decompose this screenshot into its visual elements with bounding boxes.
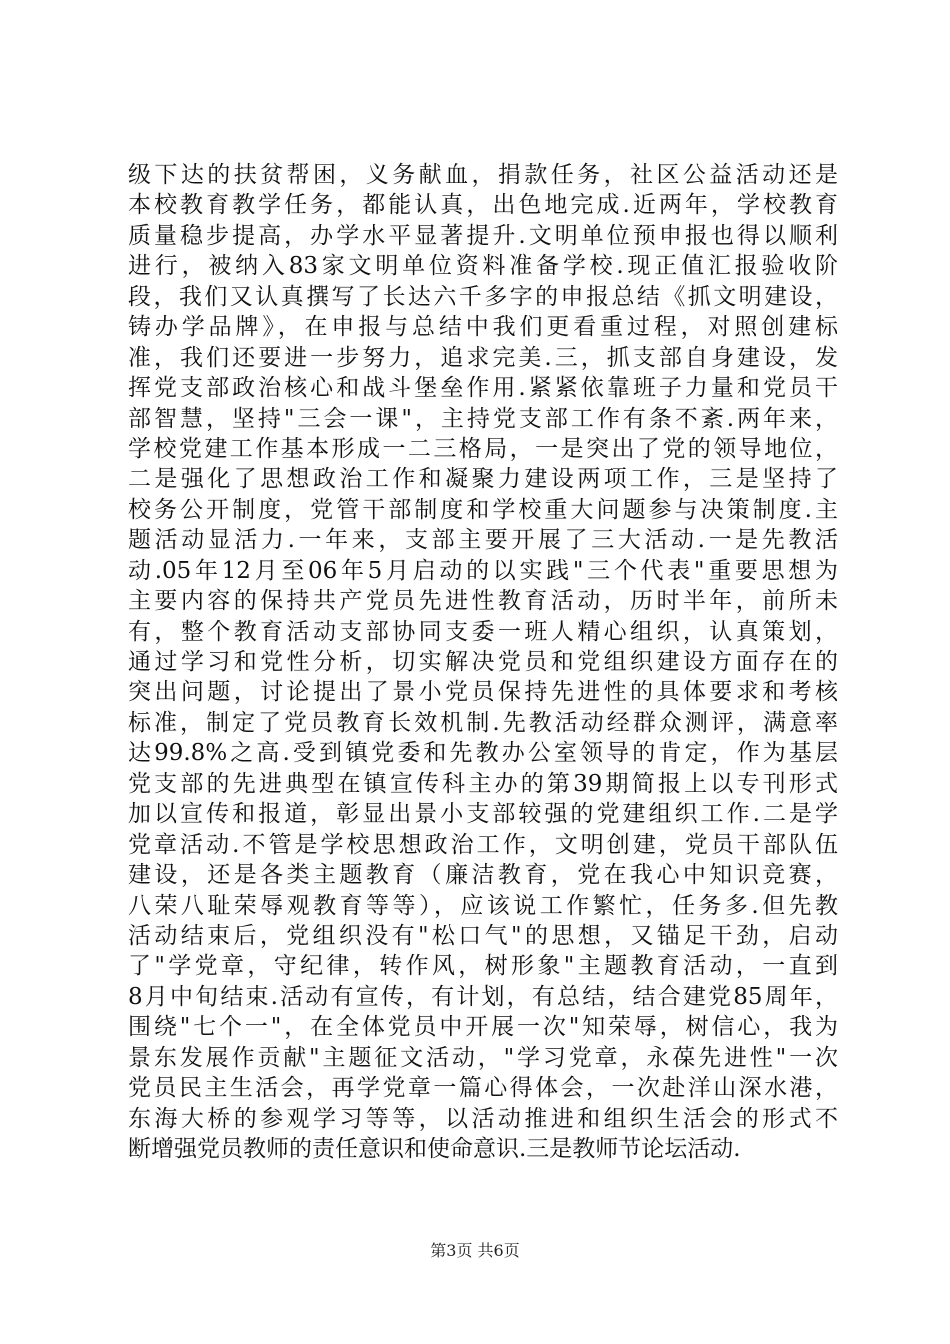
text-line: 进行，被纳入83家文明单位资料准备学校.现正值汇报验收阶 [128,253,838,280]
text-line: 断增强党员教师的责任意识和使命意识.三是教师节论坛活动. [128,1136,741,1162]
text-line: 标准，制定了党员教育长效机制.先教活动经群众测评，满意率 [128,709,838,736]
text-line: 活动结束后，党组织没有"松口气"的思想，又锚足干劲，启动 [128,922,838,949]
text-line: 题活动显活力.一年来，支部主要开展了三大活动.一是先教活 [128,527,838,554]
text-line: 段，我们又认真撰写了长达六千多字的申报总结《抓文明建设， [128,283,838,310]
text-line: 党支部的先进典型在镇宣传科主办的第39期简报上以专刊形式 [128,770,838,797]
text-line: 校务公开制度，党管干部制度和学校重大问题参与决策制度.主 [128,496,838,523]
text-line: 挥党支部政治核心和战斗堡垒作用.紧紧依靠班子力量和党员干 [128,375,838,402]
text-line: 8月中旬结束.活动有宣传，有计划，有总结，结合建党85周年， [128,983,838,1010]
text-line: 主要内容的保持共产党员先进性教育活动，历时半年，前所未 [128,588,838,615]
text-line: 部智慧，坚持"三会一课"，主持党支部工作有条不紊.两年来， [128,405,838,432]
text-line: 有，整个教育活动支部协同支委一班人精心组织，认真策划， [128,618,838,645]
text-line: 动.05年12月至06年5月启动的以实践"三个代表"重要思想为 [128,557,838,584]
text-line: 二是强化了思想政治工作和凝聚力建设两项工作，三是坚持了 [128,466,838,493]
text-line: 通过学习和党性分析，切实解决党员和党组织建设方面存在的 [128,649,838,675]
text-line: 达99.8%之高.受到镇党委和先教办公室领导的肯定，作为基层 [128,740,838,767]
text-line: 景东发展作贡献"主题征文活动，"学习党章，永葆先进性"一次 [128,1044,838,1071]
text-line: 级下达的扶贫帮困，义务献血，捐款任务，社区公益活动还是 [128,162,838,188]
text-line: 本校教育教学任务，都能认真，出色地完成.近两年，学校教育 [128,192,838,219]
text-line: 突出问题，讨论提出了景小党员保持先进性的具体要求和考核 [128,679,838,706]
text-line: 东海大桥的参观学习等等，以活动推进和组织生活会的形式不 [128,1105,838,1132]
page-footer: 第3页 共6页 [430,1241,520,1260]
text-line: 铸办学品牌》，在申报与总结中我们更看重过程，对照创建标 [128,314,838,341]
text-line: 建设，还是各类主题教育（廉洁教育，党在我心中知识竞赛， [128,862,838,889]
text-line: 加以宣传和报道，彰显出景小支部较强的党建组织工作.二是学 [128,801,838,828]
text-line: 准，我们还要进一步努力，追求完美.三，抓支部自身建设，发 [128,344,838,371]
text-line: 党章活动.不管是学校思想政治工作，文明创建，党员干部队伍 [128,831,838,858]
text-line: 了"学党章，守纪律，转作风，树形象"主题教育活动，一直到 [128,953,838,980]
text-line: 党员民主生活会，再学党章一篇心得体会，一次赴洋山深水港， [128,1075,838,1102]
text-line: 质量稳步提高，办学水平显著提升.文明单位预申报也得以顺利 [128,222,838,249]
text-line: 围绕"七个一"，在全体党员中开展一次"知荣辱，树信心，我为 [128,1014,838,1041]
text-line: 八荣八耻荣辱观教育等等），应该说工作繁忙，任务多.但先教 [128,892,838,919]
text-line: 学校党建工作基本形成一二三格局，一是突出了党的领导地位， [128,435,838,462]
body-text [128,160,838,1164]
